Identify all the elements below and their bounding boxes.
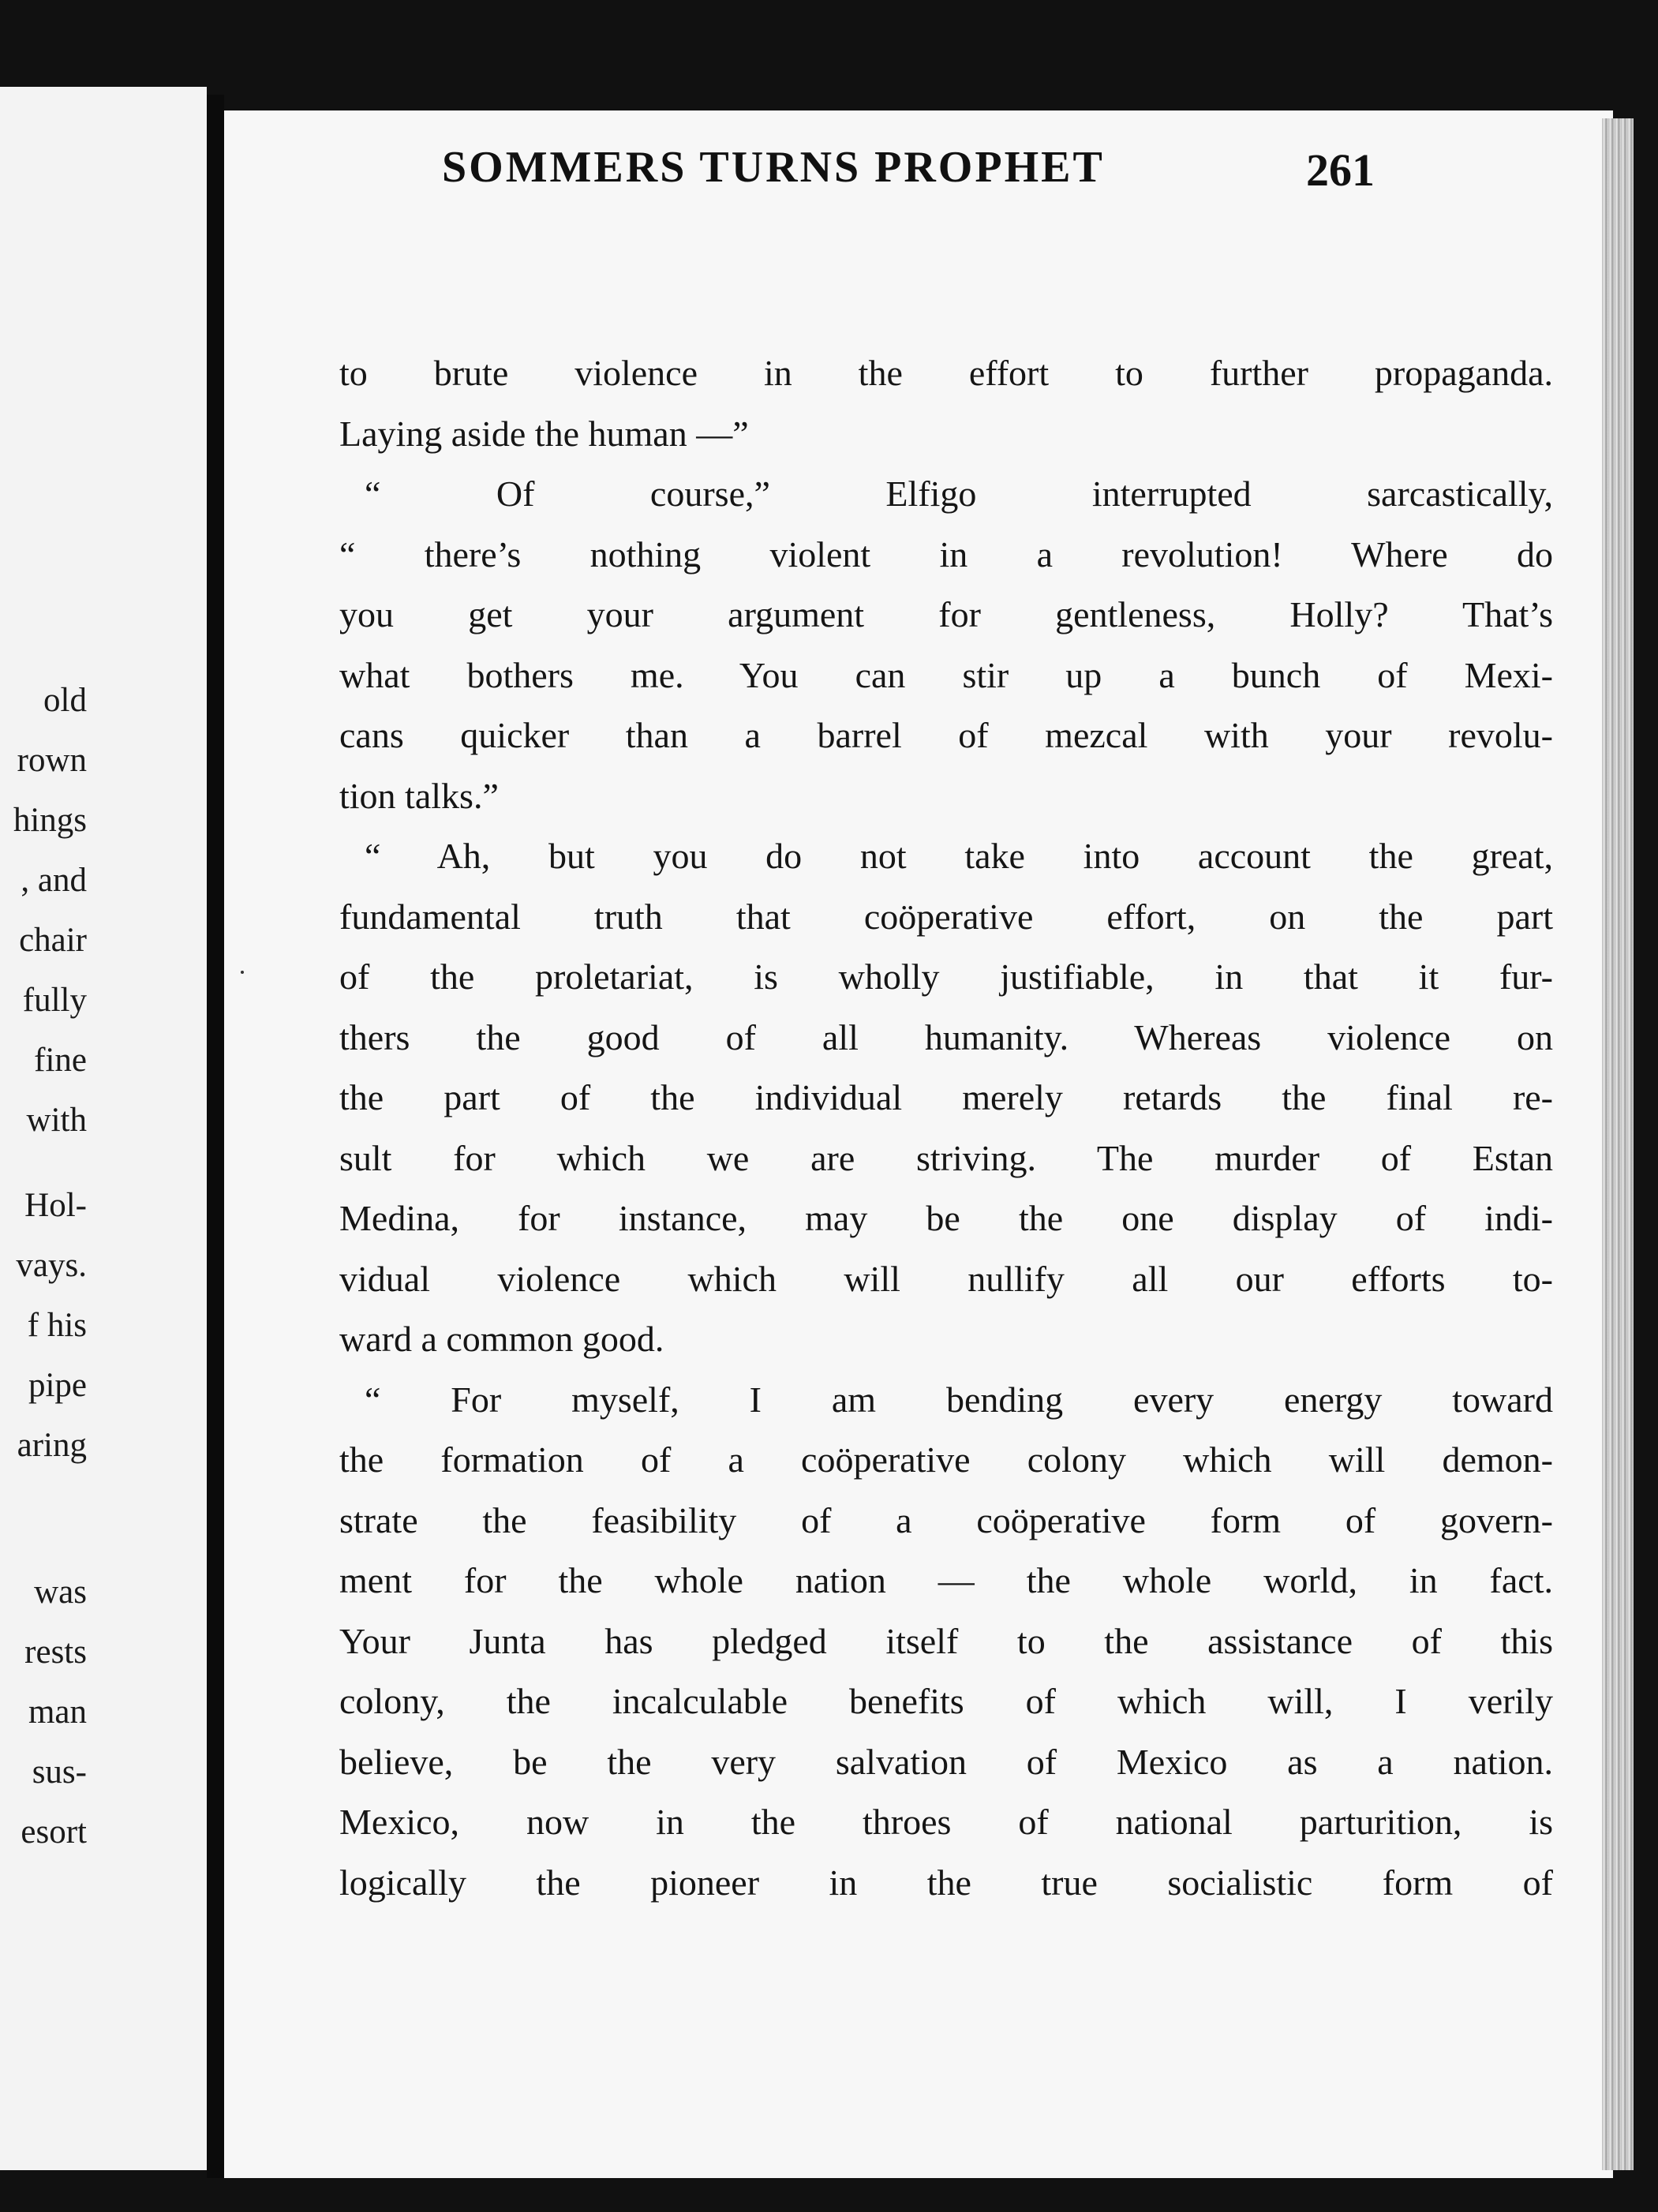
text-line: ward a common good. bbox=[339, 1319, 664, 1359]
left-fragment: was bbox=[34, 1574, 87, 1611]
text-line: cans quicker than a barrel of mezcal with your revolu- bbox=[339, 715, 1553, 755]
text-line: “ Of course,” Elfigo interrupted sarcastically, bbox=[365, 473, 1553, 514]
text-line: Mexico, now in the throes of national parturition, is bbox=[339, 1802, 1553, 1842]
left-fragment: fully bbox=[22, 982, 87, 1019]
left-fragment: , and bbox=[21, 862, 87, 899]
text-line: believe, be the very salvation of Mexico as a nation. bbox=[339, 1741, 1553, 1782]
text-line: Medina, for instance, may be the one display of indi- bbox=[339, 1198, 1553, 1238]
text-line: vidual violence which will nullify all our efforts to- bbox=[339, 1258, 1553, 1299]
left-page-fragments-bottom bbox=[0, 1563, 207, 1862]
text-line: “ For myself, I am bending every energy toward bbox=[365, 1379, 1553, 1420]
text-line: “ there’s nothing violent in a revolution! Where do bbox=[339, 533, 1553, 575]
text-line: you get your argument for gentleness, Holly? That’s bbox=[339, 594, 1553, 634]
text-line: ment for the whole nation — the whole world, in fact. bbox=[339, 1560, 1553, 1600]
page-number: 261 bbox=[1306, 144, 1375, 196]
book-gutter bbox=[207, 95, 224, 2178]
text-line: the formation of a coöperative colony which will demon- bbox=[339, 1439, 1553, 1480]
text-line: “ Ah, but you do not take into account the great, bbox=[365, 836, 1553, 876]
left-page-fragments-top bbox=[0, 671, 207, 1151]
left-fragment: old bbox=[43, 682, 87, 719]
left-fragment: chair bbox=[19, 922, 87, 959]
text-line: sult for which we are striving. The murder of Estan bbox=[339, 1137, 1553, 1178]
running-head: SOMMERS TURNS PROPHET bbox=[442, 143, 1105, 192]
left-fragment: pipe bbox=[28, 1367, 87, 1404]
text-line: Your Junta has pledged itself to the assistance of this bbox=[339, 1620, 1553, 1661]
text-line: what bothers me. You can stir up a bunch of Mexi- bbox=[339, 654, 1553, 695]
body-text bbox=[339, 343, 1553, 1913]
left-fragment: with bbox=[26, 1102, 87, 1139]
text-line: thers the good of all humanity. Whereas violence on bbox=[339, 1016, 1553, 1057]
left-fragment: hings bbox=[13, 802, 87, 839]
left-fragment: esort bbox=[21, 1813, 87, 1851]
left-fragment: fine bbox=[34, 1042, 87, 1079]
text-line: tion talks.” bbox=[339, 775, 499, 816]
left-fragment: aring bbox=[17, 1427, 87, 1464]
text-line: the part of the individual merely retards the final re- bbox=[339, 1077, 1553, 1117]
left-fragment: vays. bbox=[16, 1247, 87, 1284]
left-fragment: Hol- bbox=[24, 1187, 87, 1224]
left-fragment: man bbox=[28, 1694, 87, 1731]
left-fragment: f his bbox=[27, 1307, 87, 1344]
text-line: to brute violence in the effort to further propaganda. bbox=[339, 353, 1553, 393]
text-line: logically the pioneer in the true socialistic form of bbox=[339, 1862, 1553, 1903]
left-page-fragments-middle bbox=[0, 1176, 207, 1476]
text-line: fundamental truth that coöperative effort, on the part bbox=[339, 896, 1553, 937]
text-line: strate the feasibility of a coöperative form of govern- bbox=[339, 1499, 1553, 1540]
left-facing-page bbox=[0, 87, 207, 2170]
left-fragment: sus- bbox=[32, 1754, 87, 1791]
scan-speck bbox=[241, 971, 244, 974]
left-fragment: rown bbox=[17, 742, 87, 779]
text-line: Laying aside the human —” bbox=[339, 413, 749, 454]
right-page bbox=[224, 110, 1613, 2178]
text-line: colony, the incalculable benefits of which will, I verily bbox=[339, 1681, 1553, 1721]
page-edge-stack bbox=[1602, 118, 1634, 2170]
left-fragment: rests bbox=[24, 1634, 87, 1671]
text-line: of the proletariat, is wholly justifiable, in that it fur- bbox=[339, 956, 1553, 997]
